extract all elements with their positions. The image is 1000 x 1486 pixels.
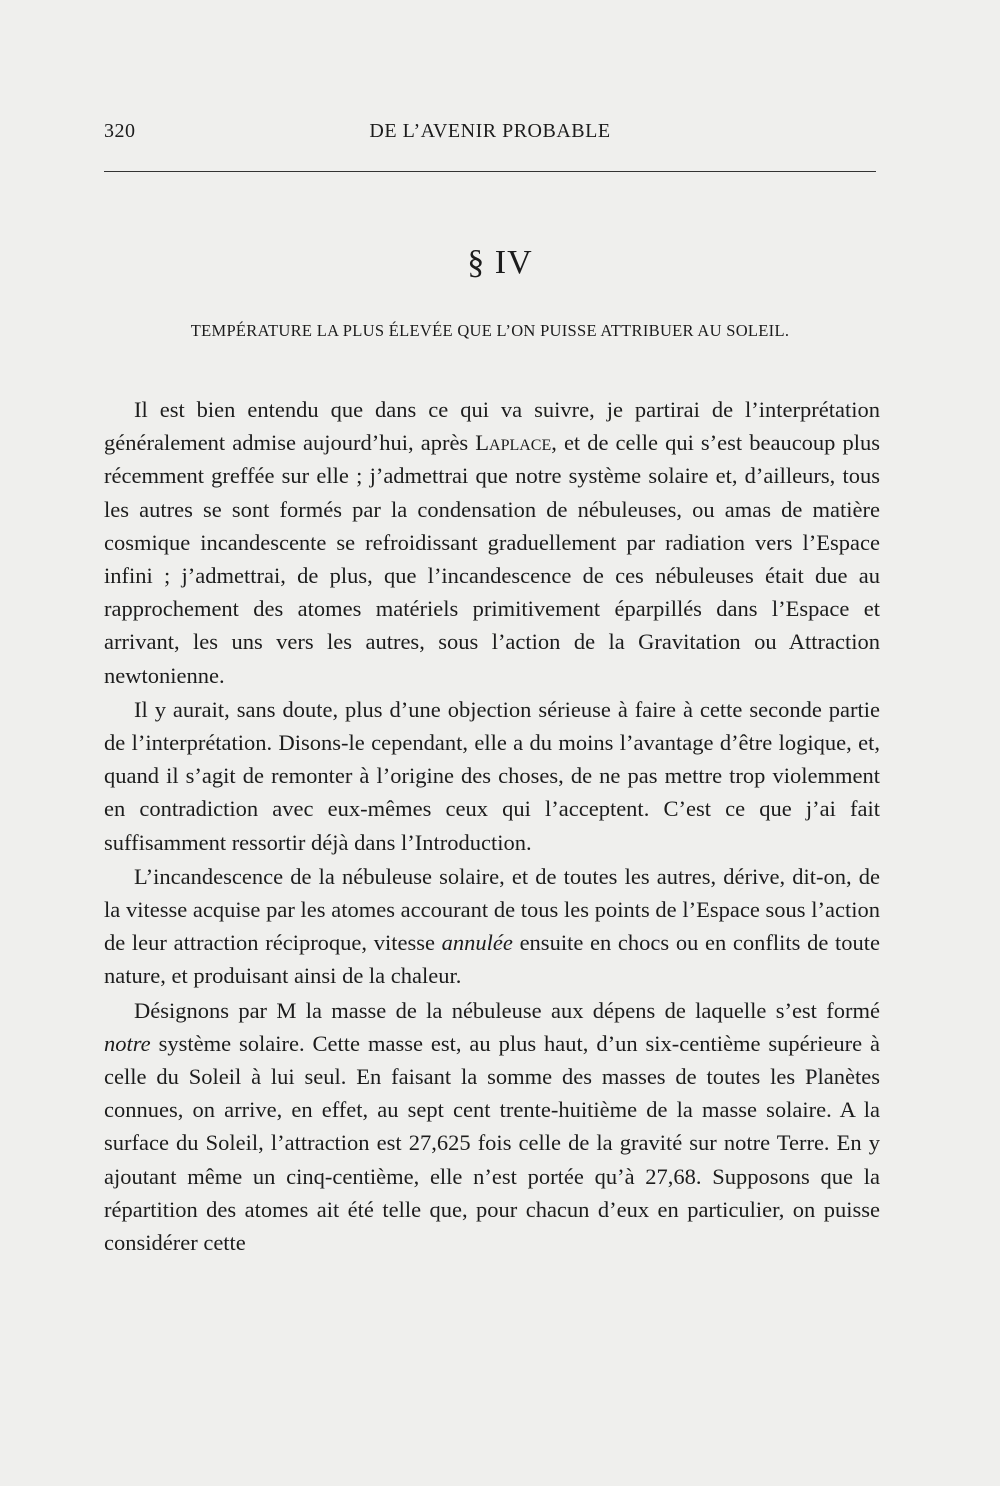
paragraph-4 xyxy=(104,994,880,1260)
emphasis-notre: notre xyxy=(104,1030,151,1056)
section-heading: § IV xyxy=(467,244,533,281)
paragraph-4-text-a: Désignons par M la masse de la nébuleuse aux dépens de laquelle s’est formé xyxy=(134,997,880,1023)
body-text xyxy=(104,393,880,1259)
author-name-laplace: Laplace xyxy=(475,430,552,456)
paragraph-1 xyxy=(104,393,880,692)
section-title: TEMPÉRATURE LA PLUS ÉLEVÉE QUE L’ON PUISSE ATTRIBUER AU SOLEIL. xyxy=(190,321,790,340)
paragraph-1-text-b: , et de celle qui s’est beaucoup plus récemment greffée sur elle ; j’admettrai que notre système solaire et, d’ailleurs, tous les autres se sont formés par la condensation de nébuleuses, ou amas de matière cosmique incandescente se refroidissant graduellement par radiation vers l’Espace infini ; j’admettrai, de plus, que l’incandescence de ces nébuleuses était due au rapprochement des atomes matériels primitivement éparpillés dans l’Espace et arrivant, les uns vers les autres, sous l’action de la Gravitation ou Attraction newtonienne. xyxy=(104,430,880,688)
paragraph-3 xyxy=(104,860,880,993)
emphasis-annulee: annulée xyxy=(441,930,513,956)
page-number: 320 xyxy=(104,120,136,142)
running-head xyxy=(104,120,876,150)
header-rule xyxy=(104,171,876,172)
running-title: DE L’AVENIR PROBABLE xyxy=(369,120,611,142)
paragraph-3-text-a: L’incandescence de la nébuleuse solaire, et de toutes les autres, dérive, dit-on, de la vitesse acquise par les atomes accourant de tous les points de l’Espace sous l’action de leur attraction réciproque, vitesse xyxy=(104,863,880,956)
paragraph-1-text-a: Il est bien entendu que dans ce qui va suivre, je partirai de l’interprétation généralement admise aujourd’hui, après xyxy=(104,397,880,456)
paragraph-3-text-b: ensuite en chocs ou en conflits de toute nature, et produisant ainsi de la chaleur. xyxy=(104,930,881,989)
paragraph-2: Il y aurait, sans doute, plus d’une objection sérieuse à faire à cette seconde partie de l’interprétation. Disons-le cependant, elle a du moins l’avantage d’être logique, et, quand il s’agit de remonter à l’origine des choses, de ne pas mettre trop violemment en contradiction avec eux-mêmes ceux qui l’acceptent. C’est ce que j’ai fait suffisamment ressortir déjà dans l’Introduction. xyxy=(104,696,880,855)
paragraph-4-text-b: système solaire. Cette masse est, au plus haut, d’un six-centième supérieure à celle du Soleil à lui seul. En faisant la somme des masses de toutes les Planètes connues, on arrive, en effet, au sept cent trente-huitième de la masse solaire. A la surface du Soleil, l’attraction est 27,625 fois celle de la gravité sur notre Terre. En y ajoutant même un cinq-centième, elle n’est portée qu’à 27,68. Supposons que la répartition des atomes ait été telle que, pour chacun d’eux en particulier, on puisse considérer cette xyxy=(104,1030,880,1256)
